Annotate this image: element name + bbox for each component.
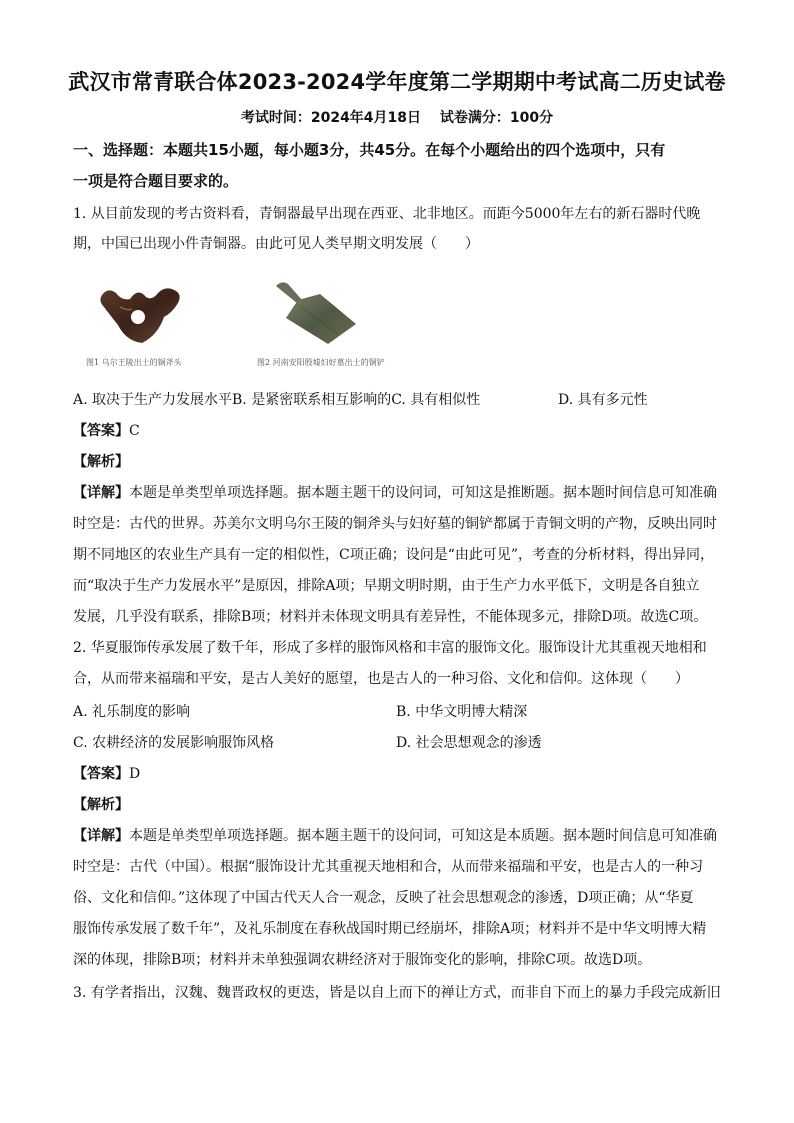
detail-tag: 【详解】: [73, 485, 129, 501]
answer-tag: 【答案】: [73, 766, 129, 782]
q1-stem-line1: 1. 从目前发现的考古资料看，青铜器最早出现在西亚、北非地区。而距今5000年左右的新石器时代晚: [73, 206, 701, 222]
bronze-spade-image: [268, 278, 368, 348]
q2-detail-line3: 俗、文化和信仰。”这体现了中国古代天人合一观念，反映了社会思想观念的渗透，D项正确；从“华夏: [73, 890, 694, 906]
q1-options-abc: A. 取决于生产力发展水平B. 是紧密联系相互影响的C. 具有相似性: [73, 392, 481, 408]
q2-detail-line4: 服饰传承发展了数千年”，及礼乐制度在春秋战国时期已经崩坏，排除A项；材料并不是中华文明博大精: [73, 921, 707, 937]
q2-detail-line5: 深的体现，排除B项；材料并未单独强调农耕经济对于服饰变化的影响，排除C项。故选D项。: [73, 952, 652, 968]
detail-tag: 【详解】: [73, 828, 129, 844]
copper-axe-image: [98, 283, 188, 353]
detail-text: 本题是单类型单项选择题。据本题主题干的设问词，可知这是本质题。据本题时间信息可知准确: [129, 828, 717, 844]
q1-analysis-tag: 【解析】: [73, 454, 129, 470]
q1-stem-line2: 期，中国已出现小件青铜器。由此可见人类早期文明发展（ ）: [73, 236, 479, 252]
q2-detail-line1: [73, 826, 723, 846]
q2-option-d: D. 社会思想观念的渗透: [396, 735, 542, 751]
q1-option-d: D. 具有多元性: [558, 392, 648, 408]
figure2-caption: 图2 河南安阳殷墟妇好墓出土的铜铲: [257, 358, 385, 367]
q2-stem-line2: 合，从而带来福瑞和平安，是古人美好的愿望，也是古人的一种习俗、文化和信仰。这体现（ ）: [73, 671, 689, 687]
q3-stem-line1: 3. 有学者指出，汉魏、魏晋政权的更迭，皆是以自上而下的禅让方式，而非自下而上的暴力手段完成新旧: [73, 985, 721, 1001]
detail-text: 本题是单类型单项选择题。据本题主题干的设问词，可知这是推断题。据本题时间信息可知准确: [129, 485, 717, 501]
q2-option-a: A. 礼乐制度的影响: [73, 704, 191, 720]
q2-option-c: C. 农耕经济的发展影响服饰风格: [73, 735, 275, 751]
q2-analysis-tag: 【解析】: [73, 797, 129, 813]
q2-detail-line2: 时空是：古代（中国）。根据“服饰设计尤其重视天地相和合，从而带来福瑞和平安，也是古人的一种习: [73, 859, 704, 875]
section-heading-line1: 一、选择题：本题共15小题，每小题3分，共45分。在每个小题给出的四个选项中，只有: [73, 141, 666, 159]
exam-time: 考试时间：2024年4月18日: [240, 110, 422, 126]
answer-value: D: [129, 766, 141, 782]
q2-stem-line1: 2. 华夏服饰传承发展了数千年，形成了多样的服饰风格和丰富的服饰文化。服饰设计尤其重视天地相和: [73, 640, 707, 656]
q1-detail-line2: 时空是：古代的世界。苏美尔文明乌尔王陵的铜斧头与妇好墓的铜铲都属于青铜文明的产物，反映出同时: [73, 516, 717, 532]
q2-option-b: B. 中华文明博大精深: [396, 704, 528, 720]
q1-detail-line1: [73, 483, 723, 503]
exam-info: [0, 107, 794, 127]
q2-answer: [73, 764, 723, 784]
section-heading-line2: 一项是符合题目要求的。: [73, 172, 239, 190]
answer-tag: 【答案】: [73, 423, 129, 439]
q1-detail-line4: 而“取决于生产力发展水平”是原因，排除A项；早期文明时期，由于生产力水平低下，文明是各自独立: [73, 578, 700, 594]
q1-answer: [73, 421, 723, 441]
full-score: 试卷满分：100分: [439, 110, 554, 126]
figure1-caption: 图1 乌尔王陵出土的铜斧头: [86, 358, 182, 367]
answer-value: C: [129, 423, 140, 439]
q1-detail-line5: 发展，几乎没有联系，排除B项；材料并未体现文明具有差异性，不能体现多元，排除D项。故选C项。: [73, 609, 708, 625]
exam-title: 武汉市常青联合体2023-2024学年度第二学期期中考试高二历史试卷: [68, 70, 726, 94]
q1-detail-line3: 期不同地区的农业生产具有一定的相似性，C项正确；设问是“由此可见”，考查的分析材料，得出异同，: [73, 547, 715, 563]
